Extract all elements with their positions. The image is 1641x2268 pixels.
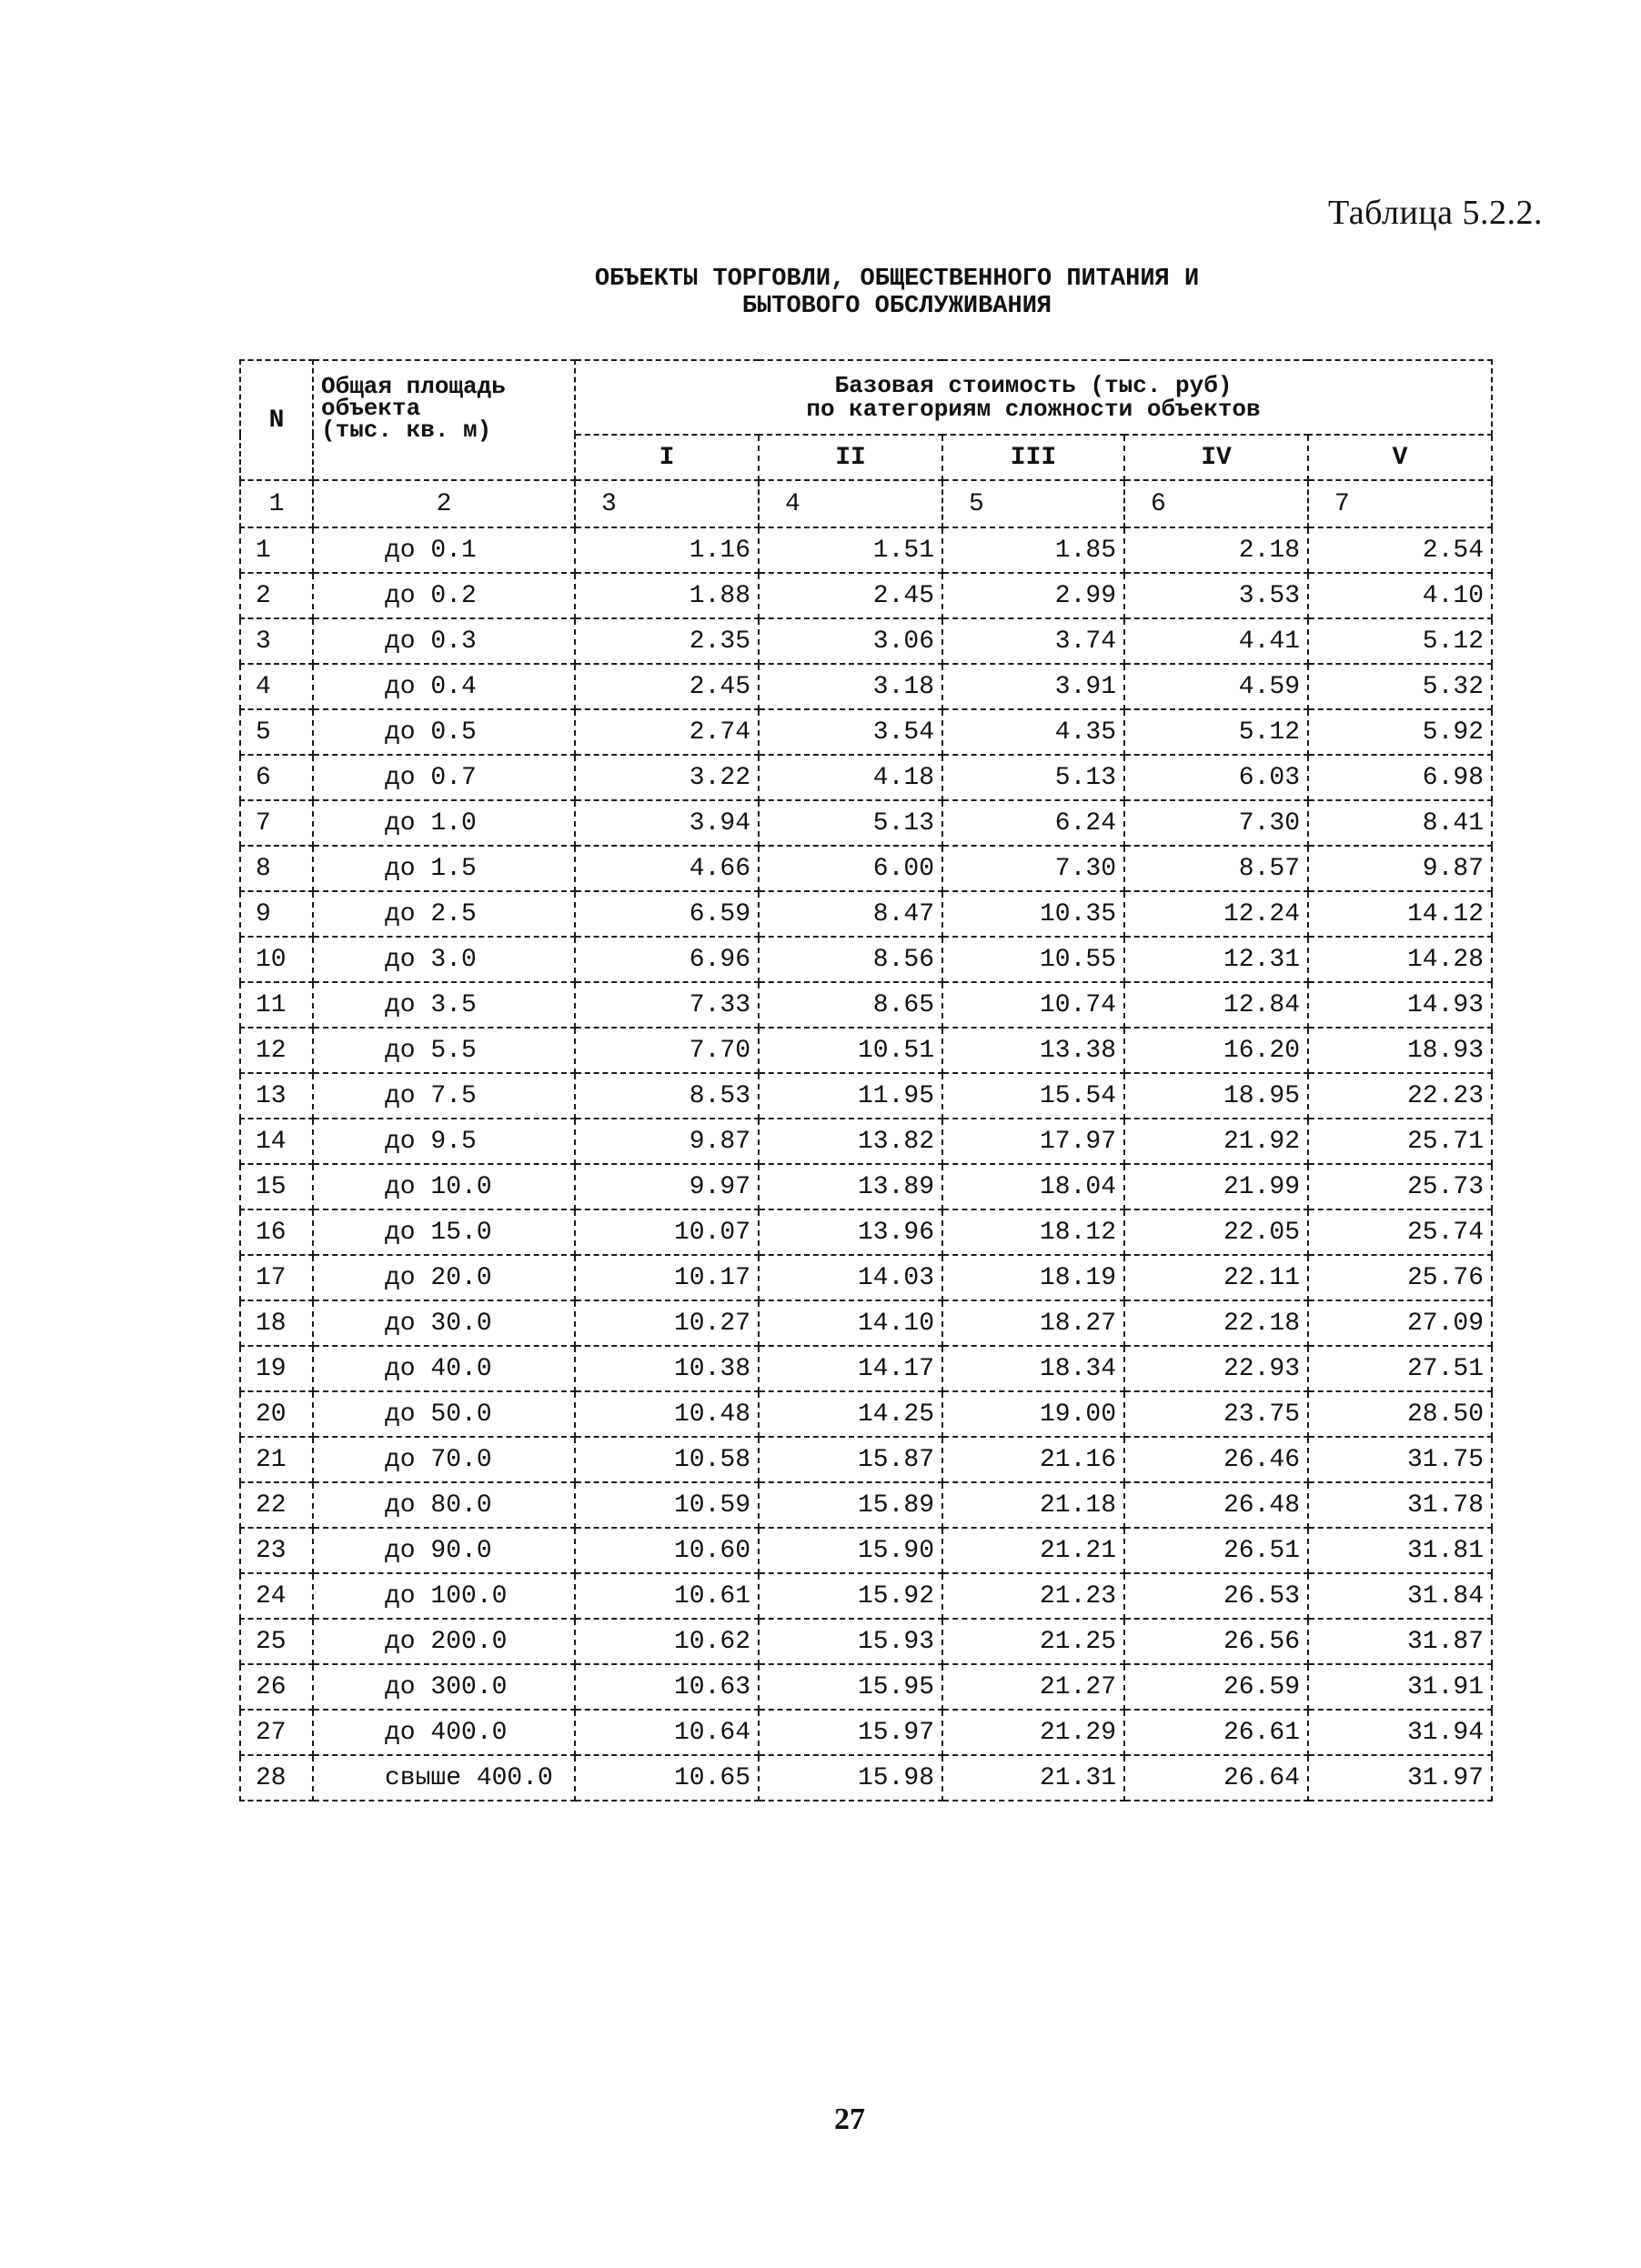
- row-cost-category-1: 3.22: [575, 755, 759, 800]
- row-area: до 3.5: [313, 982, 575, 1028]
- table-row: [240, 1073, 1492, 1119]
- table-row: [240, 1664, 1492, 1710]
- row-cost-category-5: 5.92: [1308, 709, 1492, 755]
- row-cost-category-5: 9.87: [1308, 846, 1492, 891]
- table-row: [240, 1255, 1492, 1300]
- row-cost-category-2: 15.90: [759, 1528, 942, 1573]
- row-cost-category-1: 10.63: [575, 1664, 759, 1710]
- row-cost-category-5: 18.93: [1308, 1028, 1492, 1073]
- row-area: до 90.0: [313, 1528, 575, 1573]
- row-area: до 50.0: [313, 1391, 575, 1437]
- row-cost-category-3: 21.21: [942, 1528, 1124, 1573]
- row-cost-category-2: 4.18: [759, 755, 942, 800]
- row-cost-category-4: 3.53: [1124, 573, 1308, 618]
- row-cost-category-5: 31.87: [1308, 1619, 1492, 1664]
- row-cost-category-3: 21.16: [942, 1437, 1124, 1482]
- header-n: N: [240, 360, 313, 480]
- row-cost-category-2: 14.25: [759, 1391, 942, 1437]
- row-number: 1: [240, 527, 313, 573]
- row-cost-category-5: 27.09: [1308, 1300, 1492, 1346]
- row-cost-category-5: 6.98: [1308, 755, 1492, 800]
- row-cost-category-4: 5.12: [1124, 709, 1308, 755]
- row-cost-category-4: 26.61: [1124, 1710, 1308, 1755]
- row-area: до 0.1: [313, 527, 575, 573]
- row-cost-category-5: 31.97: [1308, 1755, 1492, 1801]
- row-cost-category-1: 2.35: [575, 618, 759, 664]
- row-cost-category-4: 26.46: [1124, 1437, 1308, 1482]
- row-cost-category-5: 14.12: [1308, 891, 1492, 937]
- row-number: 17: [240, 1255, 313, 1300]
- row-cost-category-5: 31.81: [1308, 1528, 1492, 1573]
- row-cost-category-3: 1.85: [942, 527, 1124, 573]
- row-area: до 300.0: [313, 1664, 575, 1710]
- table-row: [240, 618, 1492, 664]
- row-cost-category-2: 1.51: [759, 527, 942, 573]
- header-cost-line-1: Базовая стоимость (тыс. руб): [834, 372, 1233, 399]
- row-area: до 15.0: [313, 1209, 575, 1255]
- row-cost-category-1: 10.07: [575, 1209, 759, 1255]
- row-cost-category-4: 6.03: [1124, 755, 1308, 800]
- row-cost-category-1: 1.16: [575, 527, 759, 573]
- row-cost-category-3: 21.23: [942, 1573, 1124, 1619]
- row-number: 19: [240, 1346, 313, 1391]
- row-cost-category-2: 15.87: [759, 1437, 942, 1482]
- table-row: [240, 709, 1492, 755]
- table-row: [240, 1209, 1492, 1255]
- row-cost-category-4: 26.48: [1124, 1482, 1308, 1528]
- row-cost-category-1: 10.64: [575, 1710, 759, 1755]
- title-line-1: ОБЪЕКТЫ ТОРГОВЛИ, ОБЩЕСТВЕННОГО ПИТАНИЯ И: [594, 266, 1200, 293]
- header-cost-line-2: по категориям сложности объектов: [806, 396, 1261, 423]
- header-cost: [575, 360, 1492, 435]
- column-number-row: [240, 480, 1492, 527]
- row-cost-category-3: 10.35: [942, 891, 1124, 937]
- row-cost-category-4: 26.53: [1124, 1573, 1308, 1619]
- row-cost-category-1: 2.45: [575, 664, 759, 709]
- row-cost-category-2: 15.93: [759, 1619, 942, 1664]
- row-number: 21: [240, 1437, 313, 1482]
- row-area: свыше 400.0: [313, 1755, 575, 1801]
- row-cost-category-3: 21.25: [942, 1619, 1124, 1664]
- row-number: 13: [240, 1073, 313, 1119]
- row-cost-category-5: 31.94: [1308, 1710, 1492, 1755]
- header-area-line-2: объекта: [321, 395, 421, 422]
- row-area: до 20.0: [313, 1255, 575, 1300]
- row-cost-category-4: 26.51: [1124, 1528, 1308, 1573]
- row-cost-category-3: 19.00: [942, 1391, 1124, 1437]
- row-cost-category-1: 10.65: [575, 1755, 759, 1801]
- table-row: [240, 573, 1492, 618]
- row-area: до 1.5: [313, 846, 575, 891]
- row-cost-category-1: 10.62: [575, 1619, 759, 1664]
- row-cost-category-4: 12.31: [1124, 937, 1308, 982]
- row-cost-category-2: 14.03: [759, 1255, 942, 1300]
- row-cost-category-3: 2.99: [942, 573, 1124, 618]
- row-number: 24: [240, 1573, 313, 1619]
- row-cost-category-3: 15.54: [942, 1073, 1124, 1119]
- row-cost-category-1: 1.88: [575, 573, 759, 618]
- row-number: 20: [240, 1391, 313, 1437]
- row-area: до 0.3: [313, 618, 575, 664]
- row-cost-category-4: 21.92: [1124, 1119, 1308, 1164]
- row-cost-category-1: 10.27: [575, 1300, 759, 1346]
- row-area: до 0.7: [313, 755, 575, 800]
- row-cost-category-4: 22.11: [1124, 1255, 1308, 1300]
- row-number: 16: [240, 1209, 313, 1255]
- table-row: [240, 1528, 1492, 1573]
- header-category-2: II: [759, 435, 942, 480]
- table-row: [240, 1573, 1492, 1619]
- row-cost-category-1: 6.59: [575, 891, 759, 937]
- row-cost-category-1: 10.38: [575, 1346, 759, 1391]
- row-cost-category-4: 12.24: [1124, 891, 1308, 937]
- row-cost-category-3: 18.12: [942, 1209, 1124, 1255]
- row-cost-category-1: 10.17: [575, 1255, 759, 1300]
- row-area: до 0.4: [313, 664, 575, 709]
- header-category-4: IV: [1124, 435, 1308, 480]
- row-cost-category-5: 25.76: [1308, 1255, 1492, 1300]
- row-cost-category-5: 25.71: [1308, 1119, 1492, 1164]
- row-cost-category-2: 8.56: [759, 937, 942, 982]
- row-cost-category-1: 10.48: [575, 1391, 759, 1437]
- table-row: [240, 664, 1492, 709]
- row-cost-category-5: 14.28: [1308, 937, 1492, 982]
- row-cost-category-2: 5.13: [759, 800, 942, 846]
- header-category-5: V: [1308, 435, 1492, 480]
- row-cost-category-5: 25.73: [1308, 1164, 1492, 1209]
- row-area: до 30.0: [313, 1300, 575, 1346]
- row-cost-category-1: 9.97: [575, 1164, 759, 1209]
- column-number-5: 5: [942, 480, 1124, 527]
- row-cost-category-4: 7.30: [1124, 800, 1308, 846]
- row-cost-category-1: 2.74: [575, 709, 759, 755]
- table-row: [240, 1346, 1492, 1391]
- table-row: [240, 1482, 1492, 1528]
- page-number: 27: [834, 2102, 865, 2136]
- row-cost-category-5: 2.54: [1308, 527, 1492, 573]
- row-number: 8: [240, 846, 313, 891]
- table-body: [240, 360, 1492, 1801]
- row-number: 22: [240, 1482, 313, 1528]
- row-cost-category-4: 12.84: [1124, 982, 1308, 1028]
- row-cost-category-5: 31.78: [1308, 1482, 1492, 1528]
- cost-table: [239, 359, 1493, 1801]
- table-row: [240, 891, 1492, 937]
- row-cost-category-3: 21.31: [942, 1755, 1124, 1801]
- table-label: Таблица 5.2.2.: [1327, 194, 1543, 232]
- row-cost-category-5: 27.51: [1308, 1346, 1492, 1391]
- row-cost-category-3: 18.19: [942, 1255, 1124, 1300]
- header-area-line-1: Общая площадь: [321, 373, 506, 400]
- row-cost-category-1: 7.33: [575, 982, 759, 1028]
- row-cost-category-1: 3.94: [575, 800, 759, 846]
- row-cost-category-1: 10.61: [575, 1573, 759, 1619]
- row-number: 11: [240, 982, 313, 1028]
- row-cost-category-2: 15.97: [759, 1710, 942, 1755]
- row-area: до 400.0: [313, 1710, 575, 1755]
- row-cost-category-5: 25.74: [1308, 1209, 1492, 1255]
- row-number: 28: [240, 1755, 313, 1801]
- table-row: [240, 527, 1492, 573]
- row-cost-category-3: 18.34: [942, 1346, 1124, 1391]
- column-number-4: 4: [759, 480, 942, 527]
- table-row: [240, 1710, 1492, 1755]
- row-number: 5: [240, 709, 313, 755]
- row-cost-category-4: 4.41: [1124, 618, 1308, 664]
- row-cost-category-1: 4.66: [575, 846, 759, 891]
- column-number-1: 1: [240, 480, 313, 527]
- row-cost-category-5: 5.32: [1308, 664, 1492, 709]
- row-number: 7: [240, 800, 313, 846]
- row-cost-category-4: 16.20: [1124, 1028, 1308, 1073]
- row-cost-category-3: 6.24: [942, 800, 1124, 846]
- table-row: [240, 1437, 1492, 1482]
- table-row: [240, 846, 1492, 891]
- row-cost-category-3: 17.97: [942, 1119, 1124, 1164]
- column-number-3: 3: [575, 480, 759, 527]
- table-row: [240, 800, 1492, 846]
- row-area: до 200.0: [313, 1619, 575, 1664]
- row-cost-category-5: 28.50: [1308, 1391, 1492, 1437]
- row-cost-category-5: 4.10: [1308, 573, 1492, 618]
- row-cost-category-1: 6.96: [575, 937, 759, 982]
- header-category-3: III: [942, 435, 1124, 480]
- column-number-2: 2: [313, 480, 575, 527]
- row-cost-category-3: 4.35: [942, 709, 1124, 755]
- row-cost-category-5: 31.84: [1308, 1573, 1492, 1619]
- table-row: [240, 1619, 1492, 1664]
- row-cost-category-4: 18.95: [1124, 1073, 1308, 1119]
- row-cost-category-2: 11.95: [759, 1073, 942, 1119]
- row-number: 14: [240, 1119, 313, 1164]
- row-cost-category-3: 18.27: [942, 1300, 1124, 1346]
- row-cost-category-5: 31.91: [1308, 1664, 1492, 1710]
- row-number: 4: [240, 664, 313, 709]
- row-cost-category-1: 8.53: [575, 1073, 759, 1119]
- row-area: до 0.2: [313, 573, 575, 618]
- header-category-1: I: [575, 435, 759, 480]
- table-row: [240, 1300, 1492, 1346]
- row-cost-category-2: 8.65: [759, 982, 942, 1028]
- row-cost-category-3: 3.91: [942, 664, 1124, 709]
- row-cost-category-4: 2.18: [1124, 527, 1308, 573]
- header-row-1: [240, 360, 1492, 435]
- row-cost-category-3: 21.18: [942, 1482, 1124, 1528]
- table-row: [240, 755, 1492, 800]
- row-number: 23: [240, 1528, 313, 1573]
- row-cost-category-4: 8.57: [1124, 846, 1308, 891]
- row-cost-category-2: 14.17: [759, 1346, 942, 1391]
- row-cost-category-3: 13.38: [942, 1028, 1124, 1073]
- row-cost-category-2: 13.89: [759, 1164, 942, 1209]
- row-area: до 70.0: [313, 1437, 575, 1482]
- column-number-6: 6: [1124, 480, 1308, 527]
- row-area: до 2.5: [313, 891, 575, 937]
- row-number: 9: [240, 891, 313, 937]
- row-number: 25: [240, 1619, 313, 1664]
- row-cost-category-4: 22.18: [1124, 1300, 1308, 1346]
- row-area: до 0.5: [313, 709, 575, 755]
- row-cost-category-2: 15.92: [759, 1573, 942, 1619]
- row-cost-category-5: 22.23: [1308, 1073, 1492, 1119]
- row-cost-category-3: 21.27: [942, 1664, 1124, 1710]
- column-number-7: 7: [1308, 480, 1492, 527]
- row-number: 6: [240, 755, 313, 800]
- row-cost-category-2: 13.96: [759, 1209, 942, 1255]
- row-number: 26: [240, 1664, 313, 1710]
- row-cost-category-4: 22.05: [1124, 1209, 1308, 1255]
- row-area: до 5.5: [313, 1028, 575, 1073]
- row-cost-category-3: 3.74: [942, 618, 1124, 664]
- row-number: 10: [240, 937, 313, 982]
- row-cost-category-3: 5.13: [942, 755, 1124, 800]
- row-cost-category-2: 15.89: [759, 1482, 942, 1528]
- table-row: [240, 937, 1492, 982]
- table-row: [240, 1755, 1492, 1801]
- row-cost-category-1: 7.70: [575, 1028, 759, 1073]
- row-cost-category-4: 26.56: [1124, 1619, 1308, 1664]
- row-area: до 40.0: [313, 1346, 575, 1391]
- row-area: до 100.0: [313, 1573, 575, 1619]
- row-cost-category-2: 3.06: [759, 618, 942, 664]
- row-area: до 1.0: [313, 800, 575, 846]
- row-cost-category-5: 8.41: [1308, 800, 1492, 846]
- row-cost-category-3: 10.74: [942, 982, 1124, 1028]
- row-cost-category-4: 26.64: [1124, 1755, 1308, 1801]
- document-title: [0, 266, 1641, 320]
- row-area: до 9.5: [313, 1119, 575, 1164]
- row-number: 2: [240, 573, 313, 618]
- row-cost-category-4: 26.59: [1124, 1664, 1308, 1710]
- row-cost-category-5: 5.12: [1308, 618, 1492, 664]
- row-cost-category-1: 10.58: [575, 1437, 759, 1482]
- row-cost-category-3: 21.29: [942, 1710, 1124, 1755]
- table-row: [240, 1164, 1492, 1209]
- row-cost-category-2: 10.51: [759, 1028, 942, 1073]
- row-cost-category-2: 3.54: [759, 709, 942, 755]
- row-number: 27: [240, 1710, 313, 1755]
- row-number: 12: [240, 1028, 313, 1073]
- table-row: [240, 982, 1492, 1028]
- row-area: до 7.5: [313, 1073, 575, 1119]
- row-number: 18: [240, 1300, 313, 1346]
- row-number: 15: [240, 1164, 313, 1209]
- row-cost-category-2: 13.82: [759, 1119, 942, 1164]
- row-cost-category-4: 4.59: [1124, 664, 1308, 709]
- row-cost-category-3: 7.30: [942, 846, 1124, 891]
- row-cost-category-3: 10.55: [942, 937, 1124, 982]
- row-cost-category-2: 2.45: [759, 573, 942, 618]
- table-row: [240, 1028, 1492, 1073]
- row-cost-category-1: 10.60: [575, 1528, 759, 1573]
- row-cost-category-5: 31.75: [1308, 1437, 1492, 1482]
- header-area-line-3: (тыс. кв. м): [321, 416, 492, 444]
- row-cost-category-1: 10.59: [575, 1482, 759, 1528]
- row-cost-category-2: 6.00: [759, 846, 942, 891]
- row-cost-category-2: 8.47: [759, 891, 942, 937]
- table-row: [240, 1391, 1492, 1437]
- row-cost-category-1: 9.87: [575, 1119, 759, 1164]
- row-cost-category-3: 18.04: [942, 1164, 1124, 1209]
- row-area: до 10.0: [313, 1164, 575, 1209]
- title-line-2: БЫТОВОГО ОБСЛУЖИВАНИЯ: [741, 293, 1052, 320]
- table-row: [240, 1119, 1492, 1164]
- row-cost-category-4: 22.93: [1124, 1346, 1308, 1391]
- header-area: [313, 360, 575, 480]
- row-area: до 80.0: [313, 1482, 575, 1528]
- row-cost-category-5: 14.93: [1308, 982, 1492, 1028]
- row-cost-category-2: 3.18: [759, 664, 942, 709]
- row-number: 3: [240, 618, 313, 664]
- row-cost-category-2: 15.98: [759, 1755, 942, 1801]
- row-cost-category-4: 21.99: [1124, 1164, 1308, 1209]
- row-cost-category-2: 15.95: [759, 1664, 942, 1710]
- row-area: до 3.0: [313, 937, 575, 982]
- row-cost-category-2: 14.10: [759, 1300, 942, 1346]
- row-cost-category-4: 23.75: [1124, 1391, 1308, 1437]
